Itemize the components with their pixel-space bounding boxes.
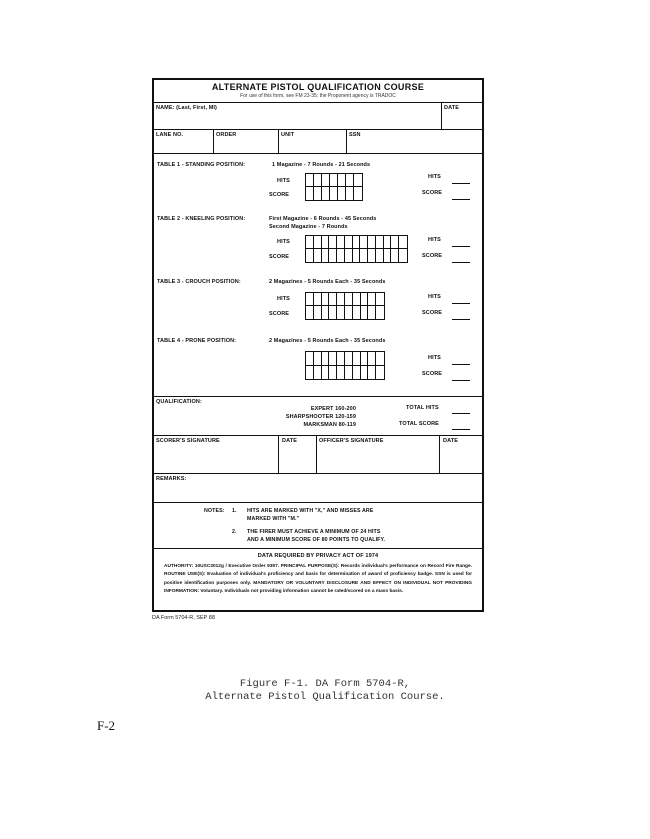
table-1-total-score-field[interactable] (452, 199, 470, 200)
date-field[interactable] (444, 112, 482, 128)
hit-box[interactable] (330, 174, 338, 187)
table-3-hits-label: HITS (277, 296, 290, 302)
score-box[interactable] (322, 187, 330, 200)
score-box[interactable] (314, 249, 322, 262)
score-box[interactable] (399, 249, 407, 262)
score-box[interactable] (384, 249, 392, 262)
table-3-description: 2 Magazines - 5 Rounds Each - 35 Seconds (269, 279, 386, 285)
score-box[interactable] (314, 366, 322, 380)
hit-box[interactable] (337, 352, 345, 366)
table-4-total-hits-label: HITS (428, 355, 441, 361)
note-1-line-2: MARKED WITH "M." (247, 516, 300, 522)
score-box[interactable] (314, 187, 322, 200)
table-2-total-score-label: SCORE (422, 253, 443, 259)
table-3-total-score-field[interactable] (452, 319, 470, 320)
note-2-number: 2. (232, 529, 237, 535)
privacy-heading: DATA REQUIRED BY PRIVACY ACT OF 1974 (257, 553, 379, 559)
table-2-description-1: First Magazine - 6 Rounds - 45 Seconds (269, 216, 377, 222)
page-number: F-2 (97, 718, 116, 733)
hit-box[interactable] (306, 174, 314, 187)
hit-box[interactable] (314, 293, 322, 306)
hit-box[interactable] (354, 174, 362, 187)
notes-label: NOTES: (204, 508, 225, 514)
unit-field[interactable] (281, 139, 343, 151)
score-box[interactable] (376, 366, 384, 380)
table-2-grid[interactable] (305, 235, 408, 263)
score-box[interactable] (376, 249, 384, 262)
total-hits-label: TOTAL HITS (406, 405, 439, 411)
table-2-score-label: SCORE (269, 254, 290, 260)
hit-box[interactable] (345, 293, 353, 306)
officer-date-label: DATE (443, 438, 458, 444)
table-4-grid[interactable] (305, 351, 385, 380)
score-box[interactable] (329, 306, 337, 319)
table-3-title: TABLE 3 - CROUCH POSITION: (157, 279, 241, 285)
table-2-total-hits-field[interactable] (452, 246, 470, 247)
table-1-hits-label: HITS (277, 178, 290, 184)
hit-box[interactable] (361, 352, 369, 366)
hit-box[interactable] (314, 174, 322, 187)
table-2-hits-label: HITS (277, 239, 290, 245)
score-box[interactable] (306, 249, 314, 262)
officer-date-field[interactable] (442, 446, 480, 471)
table-4-title: TABLE 4 - PRONE POSITION: (157, 338, 237, 344)
officer-signature-label: OFFICER'S SIGNATURE (319, 438, 384, 444)
table-3-score-label: SCORE (269, 311, 290, 317)
scorer-date-field[interactable] (281, 446, 314, 471)
remarks-field[interactable] (156, 483, 480, 500)
hit-box[interactable] (376, 236, 384, 249)
score-box[interactable] (322, 249, 330, 262)
hit-box[interactable] (353, 236, 361, 249)
name-field[interactable] (156, 112, 440, 128)
score-box[interactable] (329, 249, 337, 262)
score-box[interactable] (391, 249, 399, 262)
table-1-grid[interactable] (305, 173, 363, 201)
ssn-field[interactable] (349, 139, 479, 151)
score-box[interactable] (368, 306, 376, 319)
table-4-total-hits-field[interactable] (452, 364, 470, 365)
hit-box[interactable] (399, 236, 407, 249)
table-3-grid[interactable] (305, 292, 385, 320)
hit-box[interactable] (314, 352, 322, 366)
score-box[interactable] (338, 187, 346, 200)
hit-box[interactable] (368, 236, 376, 249)
hit-box[interactable] (329, 352, 337, 366)
qualification-form (152, 78, 484, 612)
hit-box[interactable] (306, 293, 314, 306)
table-1-total-hits-label: HITS (428, 174, 441, 180)
hit-box[interactable] (306, 352, 314, 366)
score-box[interactable] (353, 249, 361, 262)
remarks-label: REMARKS: (156, 476, 187, 482)
order-field[interactable] (216, 139, 276, 151)
hit-box[interactable] (376, 352, 384, 366)
ssn-label: SSN (349, 132, 361, 138)
table-1-title: TABLE 1 - STANDING POSITION: (157, 162, 246, 168)
hit-box[interactable] (322, 174, 330, 187)
score-box[interactable] (329, 366, 337, 380)
hit-box[interactable] (360, 236, 368, 249)
score-box[interactable] (354, 187, 362, 200)
note-1-line-1: HITS ARE MARKED WITH "X," AND MISSES ARE (247, 508, 374, 514)
qualification-label: QUALIFICATION: (156, 399, 202, 405)
figure-caption-line-2: Alternate Pistol Qualification Course. (205, 691, 445, 703)
score-box[interactable] (306, 366, 314, 380)
score-box[interactable] (345, 306, 353, 319)
hit-box[interactable] (368, 293, 376, 306)
score-box[interactable] (337, 306, 345, 319)
score-box[interactable] (306, 187, 314, 200)
table-3-total-hits-field[interactable] (452, 303, 470, 304)
scorer-signature-field[interactable] (156, 446, 274, 471)
hit-box[interactable] (353, 352, 361, 366)
form-number: DA Form 5704-R, SEP 88 (152, 615, 215, 621)
hit-box[interactable] (322, 236, 330, 249)
table-4-total-score-field[interactable] (452, 380, 470, 381)
score-box[interactable] (368, 249, 376, 262)
lane-no-field[interactable] (156, 139, 211, 151)
score-box[interactable] (337, 249, 345, 262)
table-2-description-2: Second Magazine - 7 Rounds (269, 224, 348, 230)
table-1-score-label: SCORE (269, 192, 290, 198)
score-box[interactable] (361, 306, 369, 319)
table-1-total-score-label: SCORE (422, 190, 443, 196)
table-1-total-hits-field[interactable] (452, 183, 470, 184)
score-box[interactable] (330, 187, 338, 200)
hit-box[interactable] (384, 236, 392, 249)
score-box[interactable] (360, 249, 368, 262)
score-box[interactable] (353, 366, 361, 380)
score-box[interactable] (314, 306, 322, 319)
score-box[interactable] (361, 366, 369, 380)
qualification-marksman: MARKSMAN 80-119 (303, 422, 356, 428)
hit-box[interactable] (376, 293, 384, 306)
hit-box[interactable] (346, 174, 354, 187)
hit-box[interactable] (314, 236, 322, 249)
note-2-line-2: AND A MINIMUM SCORE OF 80 POINTS TO QUALIFY. (247, 537, 386, 543)
order-label: ORDER (216, 132, 237, 138)
hit-box[interactable] (322, 352, 330, 366)
score-box[interactable] (345, 249, 353, 262)
score-box[interactable] (346, 187, 354, 200)
unit-label: UNIT (281, 132, 295, 138)
total-hits-field[interactable] (452, 413, 470, 414)
table-2-total-score-field[interactable] (452, 262, 470, 263)
table-1-description: 1 Magazine - 7 Rounds - 21 Seconds (272, 162, 371, 168)
score-box[interactable] (345, 366, 353, 380)
note-2-line-1: THE FIRER MUST ACHIEVE A MINIMUM OF 24 HITS (247, 529, 381, 535)
hit-box[interactable] (361, 293, 369, 306)
table-3-total-score-label: SCORE (422, 310, 443, 316)
hit-box[interactable] (322, 293, 330, 306)
date-label: DATE (444, 105, 459, 111)
hit-box[interactable] (329, 236, 337, 249)
hit-box[interactable] (391, 236, 399, 249)
hit-box[interactable] (329, 293, 337, 306)
score-box[interactable] (322, 306, 330, 319)
officer-signature-field[interactable] (319, 446, 437, 471)
privacy-body: AUTHORITY: 10USC3012g / Executive Order 9397. PRINCIPAL PURPOSE(S): Records individual's performance on Record Fire Range. ROUTINE USE(S): Evaluation of individual's proficiency and basis for determination of award of proficiency badge. SSN is used for positive identification purposes only. MANDATORY OR VOLUNTARY DISCLOSURE AND EFFECT ON INDIVIDUAL NOT PROVIDING INFORMATION: Voluntary. Individuals not providing information cannot be rated/scored on a mass basis. (164, 564, 472, 594)
score-box[interactable] (376, 306, 384, 319)
note-1-number: 1. (232, 508, 237, 514)
hit-box[interactable] (337, 293, 345, 306)
scorer-signature-label: SCORER'S SIGNATURE (156, 438, 220, 444)
total-score-label: TOTAL SCORE (399, 421, 439, 427)
scorer-date-label: DATE (282, 438, 297, 444)
figure-caption-line-1: Figure F-1. DA Form 5704-R, (239, 678, 411, 690)
hit-box[interactable] (338, 174, 346, 187)
score-box[interactable] (353, 306, 361, 319)
form-title: ALTERNATE PISTOL QUALIFICATION COURSE (211, 82, 425, 92)
table-4-total-score-label: SCORE (422, 371, 443, 377)
hit-box[interactable] (337, 236, 345, 249)
table-4-description: 2 Magazines - 5 Rounds Each - 35 Seconds (269, 338, 386, 344)
score-box[interactable] (322, 366, 330, 380)
score-box[interactable] (337, 366, 345, 380)
hit-box[interactable] (368, 352, 376, 366)
total-score-field[interactable] (452, 429, 470, 430)
table-3-total-hits-label: HITS (428, 294, 441, 300)
name-label: NAME: (Last, First, MI) (156, 105, 217, 111)
qualification-sharpshooter: SHARPSHOOTER 120-159 (285, 414, 356, 420)
hit-box[interactable] (353, 293, 361, 306)
hit-box[interactable] (345, 236, 353, 249)
form-subtitle: For use of this form, see FM 23-35; the Proponent agency is TRADOC (240, 93, 396, 99)
lane-no-label: LANE NO. (156, 132, 184, 138)
hit-box[interactable] (345, 352, 353, 366)
table-2-title: TABLE 2 - KNEELING POSITION: (157, 216, 246, 222)
hit-box[interactable] (306, 236, 314, 249)
score-box[interactable] (368, 366, 376, 380)
qualification-expert: EXPERT 160-200 (310, 406, 356, 412)
score-box[interactable] (306, 306, 314, 319)
table-2-total-hits-label: HITS (428, 237, 441, 243)
